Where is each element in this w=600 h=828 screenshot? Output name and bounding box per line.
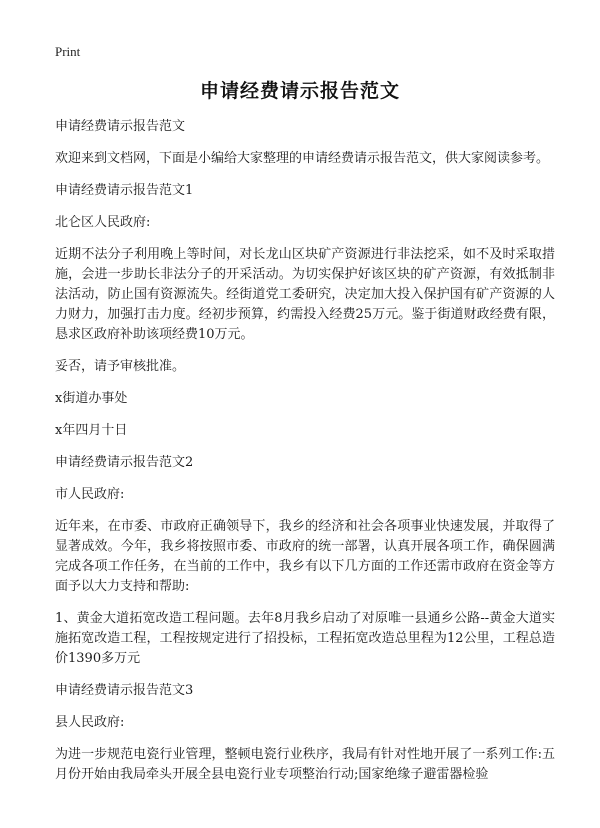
document-body: [55, 117, 555, 797]
signature-date: x年四月十日: [55, 423, 128, 438]
salutation-3: 县人民政府:: [55, 715, 125, 730]
body-paragraph-2: 近年来，在市委、市政府正确领导下，我乡的经济和社会各项事业快速发展，并取得了显著成效。今年，我乡将按照市委、市政府的统一部署，认真开展各项工作，确保圆满完成各项工作任务，在当前的工作中，我乡有以下几方面的工作还需市政府在资金等方面予以大力支持和帮助:: [55, 519, 555, 594]
paragraph-intro: 欢迎来到文档网，下面是小编给大家整理的申请经费请示报告范文，供大家阅读参考。: [55, 151, 550, 166]
salutation-2: 市人民政府:: [55, 487, 125, 502]
document-title: 申请经费请示报告范文: [199, 80, 400, 102]
body-paragraph-4: 为进一步规范电瓷行业管理，整顿电瓷行业秩序，我局有针对性地开展了一系列工作:五月份开始由我局牵头开展全县电瓷行业专项整治行动;国家绝缘子避雷器检验: [55, 747, 555, 782]
body-paragraph-3: 1、黄金大道拓宽改造工程问题。去年8月我乡启动了对原唯一县通乡公路--黄金大道实施拓宽改造工程，工程按规定进行了招投标，工程拓宽改造总里程为12公里，工程总造价1390多万元: [55, 611, 555, 666]
print-link[interactable]: Print: [55, 44, 81, 59]
section-heading-1: 申请经费请示报告范文1: [55, 183, 194, 198]
paragraph-subtitle: 申请经费请示报告范文: [55, 119, 186, 134]
body-paragraph-1: 近期不法分子利用晚上等时间，对长龙山区块矿产资源进行非法挖采，如不及时采取措施，会进一步助长非法分子的开采活动。为切实保护好该区块的矿产资源，有效抵制非法活动，防止国有资源流失。经街道党工委研究，决定加大投入保护国有矿产资源的人力财力，加强打击力度。经初步预算，约需投入经费25万元。鉴于街道财政经费有限，恳求区政府补助该项经费10万元。: [55, 247, 555, 342]
section-heading-2: 申请经费请示报告范文2: [55, 455, 194, 470]
section-heading-3: 申请经费请示报告范文3: [55, 683, 194, 698]
signature-office: x街道办事处: [55, 391, 128, 406]
salutation-1: 北仑区人民政府:: [55, 215, 151, 230]
closing-request: 妥否，请予审核批准。: [55, 359, 186, 374]
